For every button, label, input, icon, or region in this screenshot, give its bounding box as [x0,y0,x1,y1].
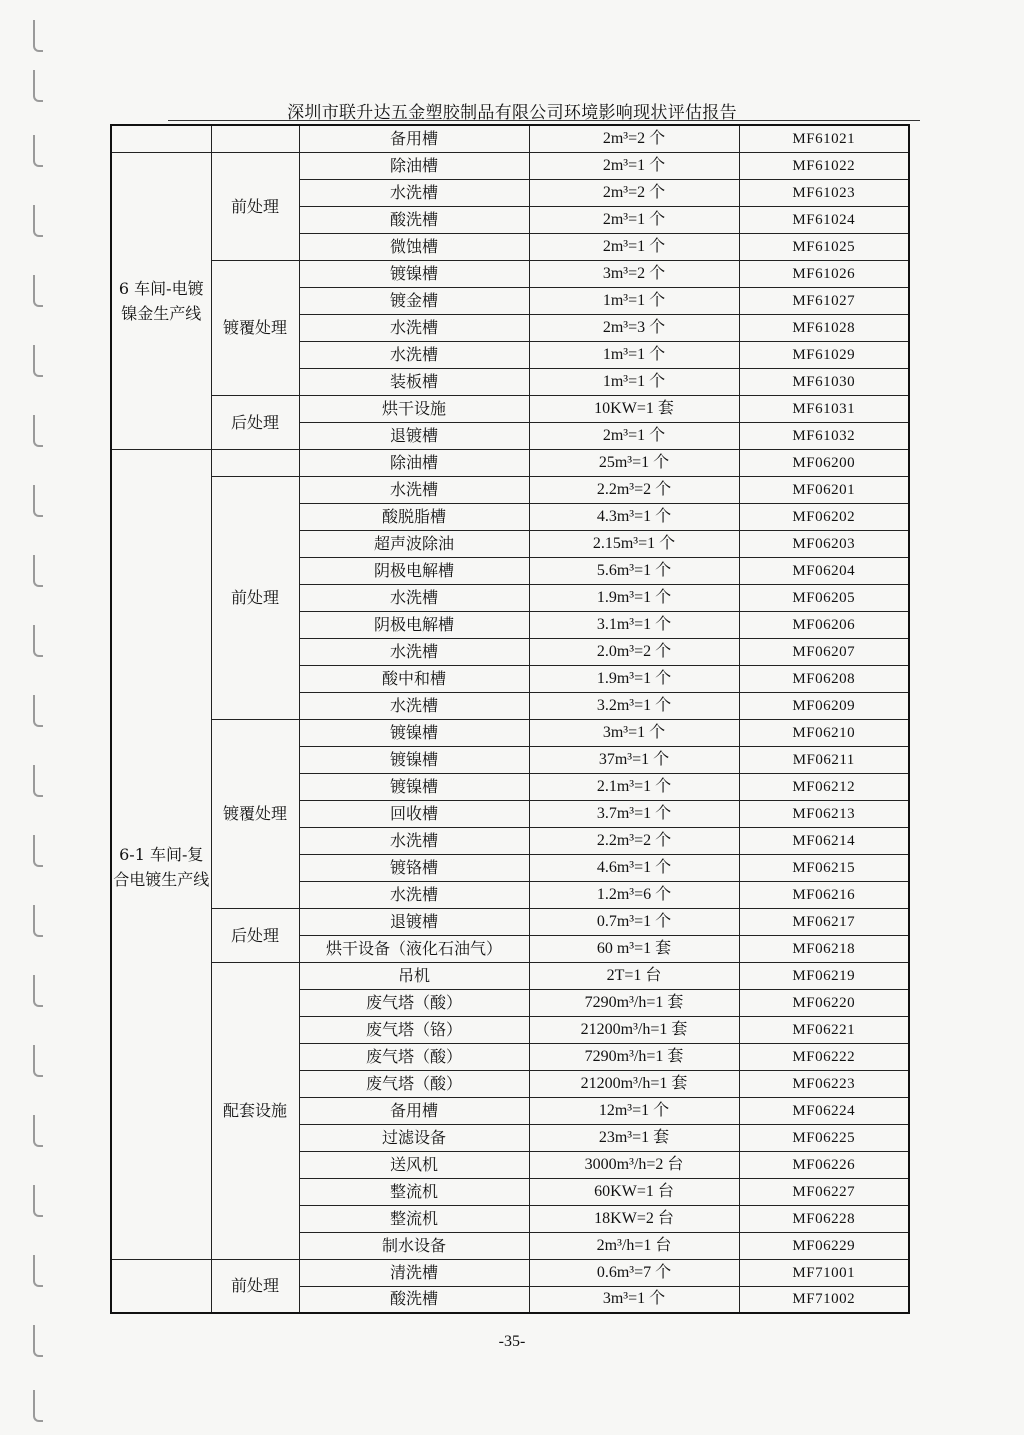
spec-cell: 2m³=2 个 [529,125,739,152]
code-cell: MF06220 [739,989,909,1016]
spec-cell: 1m³=1 个 [529,368,739,395]
spec-cell: 60KW=1 台 [529,1178,739,1205]
code-cell: MF06207 [739,638,909,665]
spec-cell: 10KW=1 套 [529,395,739,422]
code-cell: MF06213 [739,800,909,827]
item-cell: 整流机 [299,1178,529,1205]
spec-cell: 2m³=1 个 [529,422,739,449]
item-cell: 超声波除油 [299,530,529,557]
code-cell: MF06206 [739,611,909,638]
header-rule [168,120,920,121]
item-cell: 水洗槽 [299,827,529,854]
code-cell: MF06219 [739,962,909,989]
spec-cell: 2m³=3 个 [529,314,739,341]
spec-cell: 18KW=2 台 [529,1205,739,1232]
item-cell: 水洗槽 [299,179,529,206]
spec-cell: 0.7m³=1 个 [529,908,739,935]
code-cell: MF61022 [739,152,909,179]
table-row [111,908,909,935]
item-cell: 备用槽 [299,125,529,152]
stage-cell: 后处理 [211,395,299,449]
code-cell: MF06228 [739,1205,909,1232]
code-cell: MF61024 [739,206,909,233]
item-cell: 酸洗槽 [299,206,529,233]
item-cell: 清洗槽 [299,1259,529,1286]
spec-cell: 3m³=1 个 [529,719,739,746]
stage-cell: 后处理 [211,908,299,962]
spec-cell: 2m³=1 个 [529,206,739,233]
table-row [111,476,909,503]
table-row [111,395,909,422]
spec-cell: 1.9m³=1 个 [529,665,739,692]
item-cell: 水洗槽 [299,314,529,341]
code-cell: MF71002 [739,1286,909,1313]
item-cell: 水洗槽 [299,692,529,719]
item-cell: 废气塔（铬） [299,1016,529,1043]
spec-cell: 0.6m³=7 个 [529,1259,739,1286]
page-number: -35- [498,1333,526,1350]
binding-margin-marks [33,0,47,1435]
stage-cell: 镀覆处理 [211,260,299,395]
table-row [111,962,909,989]
spec-cell: 3.7m³=1 个 [529,800,739,827]
workshop-cell: 6-1 车间-复合电镀生产线 [111,476,211,1259]
item-cell: 酸脱脂槽 [299,503,529,530]
spec-cell: 37m³=1 个 [529,746,739,773]
spec-cell: 2.0m³=2 个 [529,638,739,665]
code-cell: MF06217 [739,908,909,935]
code-cell: MF06224 [739,1097,909,1124]
stage-cell: 前处理 [211,1259,299,1313]
spec-cell: 2.15m³=1 个 [529,530,739,557]
spec-cell: 23m³=1 套 [529,1124,739,1151]
item-cell: 微蚀槽 [299,233,529,260]
spec-cell: 60 m³=1 套 [529,935,739,962]
code-cell: MF06218 [739,935,909,962]
item-cell: 送风机 [299,1151,529,1178]
item-cell: 镀镍槽 [299,260,529,287]
code-cell: MF06225 [739,1124,909,1151]
spec-cell: 3m³=2 个 [529,260,739,287]
code-cell: MF06212 [739,773,909,800]
item-cell: 退镀槽 [299,422,529,449]
item-cell: 过滤设备 [299,1124,529,1151]
item-cell: 阴极电解槽 [299,611,529,638]
code-cell: MF06203 [739,530,909,557]
item-cell: 吊机 [299,962,529,989]
item-cell: 整流机 [299,1205,529,1232]
item-cell: 废气塔（酸） [299,989,529,1016]
spec-cell: 7290m³/h=1 套 [529,1043,739,1070]
code-cell: MF71001 [739,1259,909,1286]
item-cell: 除油槽 [299,449,529,476]
item-cell: 镀镍槽 [299,719,529,746]
item-cell: 废气塔（酸） [299,1070,529,1097]
spec-cell: 25m³=1 个 [529,449,739,476]
table-row [111,449,909,476]
stage-cell: 镀覆处理 [211,719,299,908]
item-cell: 水洗槽 [299,638,529,665]
code-cell: MF06204 [739,557,909,584]
item-cell: 酸中和槽 [299,665,529,692]
page-header: 深圳市联升达五金塑胶制品有限公司环境影响现状评估报告 [287,103,737,123]
stage-cell-blank [211,125,299,152]
item-cell: 制水设备 [299,1232,529,1259]
table-row [111,125,909,152]
code-cell: MF06202 [739,503,909,530]
item-cell: 回收槽 [299,800,529,827]
item-cell: 阴极电解槽 [299,557,529,584]
code-cell: MF06201 [739,476,909,503]
item-cell: 酸洗槽 [299,1286,529,1313]
code-cell: MF06227 [739,1178,909,1205]
code-cell: MF06216 [739,881,909,908]
item-cell: 镀镍槽 [299,746,529,773]
spec-cell: 1.9m³=1 个 [529,584,739,611]
item-cell: 镀铬槽 [299,854,529,881]
workshop-cell-blank [111,449,211,476]
item-cell: 烘干设备（液化石油气） [299,935,529,962]
code-cell: MF06210 [739,719,909,746]
code-cell: MF61027 [739,287,909,314]
spec-cell: 21200m³/h=1 套 [529,1016,739,1043]
item-cell: 备用槽 [299,1097,529,1124]
code-cell: MF61023 [739,179,909,206]
stage-cell: 配套设施 [211,962,299,1259]
table-row [111,260,909,287]
spec-cell: 3000m³/h=2 台 [529,1151,739,1178]
spec-cell: 2m³=1 个 [529,152,739,179]
code-cell: MF06222 [739,1043,909,1070]
item-cell: 装板槽 [299,368,529,395]
item-cell: 除油槽 [299,152,529,179]
code-cell: MF06209 [739,692,909,719]
spec-cell: 21200m³/h=1 套 [529,1070,739,1097]
item-cell: 烘干设施 [299,395,529,422]
spec-cell: 2.2m³=2 个 [529,827,739,854]
code-cell: MF06221 [739,1016,909,1043]
spec-cell: 7290m³/h=1 套 [529,989,739,1016]
table-row [111,152,909,179]
item-cell: 水洗槽 [299,341,529,368]
spec-cell: 2.1m³=1 个 [529,773,739,800]
stage-cell: 前处理 [211,152,299,260]
code-cell: MF61026 [739,260,909,287]
item-cell: 水洗槽 [299,476,529,503]
code-cell: MF06223 [739,1070,909,1097]
workshop-cell-blank [111,1259,211,1313]
equipment-table [110,124,910,1314]
spec-cell: 1.2m³=6 个 [529,881,739,908]
spec-cell: 2m³=2 个 [529,179,739,206]
stage-cell: 前处理 [211,476,299,719]
item-cell: 水洗槽 [299,881,529,908]
spec-cell: 12m³=1 个 [529,1097,739,1124]
table-row [111,719,909,746]
spec-cell: 2T=1 台 [529,962,739,989]
code-cell: MF61021 [739,125,909,152]
item-cell: 退镀槽 [299,908,529,935]
code-cell: MF06208 [739,665,909,692]
workshop-cell-blank [111,125,211,152]
code-cell: MF06214 [739,827,909,854]
code-cell: MF61031 [739,395,909,422]
code-cell: MF61030 [739,368,909,395]
code-cell: MF06215 [739,854,909,881]
item-cell: 水洗槽 [299,584,529,611]
code-cell: MF06205 [739,584,909,611]
spec-cell: 2m³=1 个 [529,233,739,260]
spec-cell: 3m³=1 个 [529,1286,739,1313]
code-cell: MF06229 [739,1232,909,1259]
item-cell: 镀镍槽 [299,773,529,800]
code-cell: MF61025 [739,233,909,260]
spec-cell: 3.1m³=1 个 [529,611,739,638]
spec-cell: 2.2m³=2 个 [529,476,739,503]
code-cell: MF06211 [739,746,909,773]
code-cell: MF06200 [739,449,909,476]
code-cell: MF61032 [739,422,909,449]
item-cell: 镀金槽 [299,287,529,314]
item-cell: 废气塔（酸） [299,1043,529,1070]
code-cell: MF61028 [739,314,909,341]
spec-cell: 2m³/h=1 台 [529,1232,739,1259]
spec-cell: 1m³=1 个 [529,287,739,314]
spec-cell: 3.2m³=1 个 [529,692,739,719]
spec-cell: 5.6m³=1 个 [529,557,739,584]
spec-cell: 4.3m³=1 个 [529,503,739,530]
workshop-cell: 6 车间-电镀镍金生产线 [111,152,211,449]
code-cell: MF06226 [739,1151,909,1178]
spec-cell: 1m³=1 个 [529,341,739,368]
code-cell: MF61029 [739,341,909,368]
spec-cell: 4.6m³=1 个 [529,854,739,881]
stage-cell-blank [211,449,299,476]
table-row [111,1259,909,1286]
